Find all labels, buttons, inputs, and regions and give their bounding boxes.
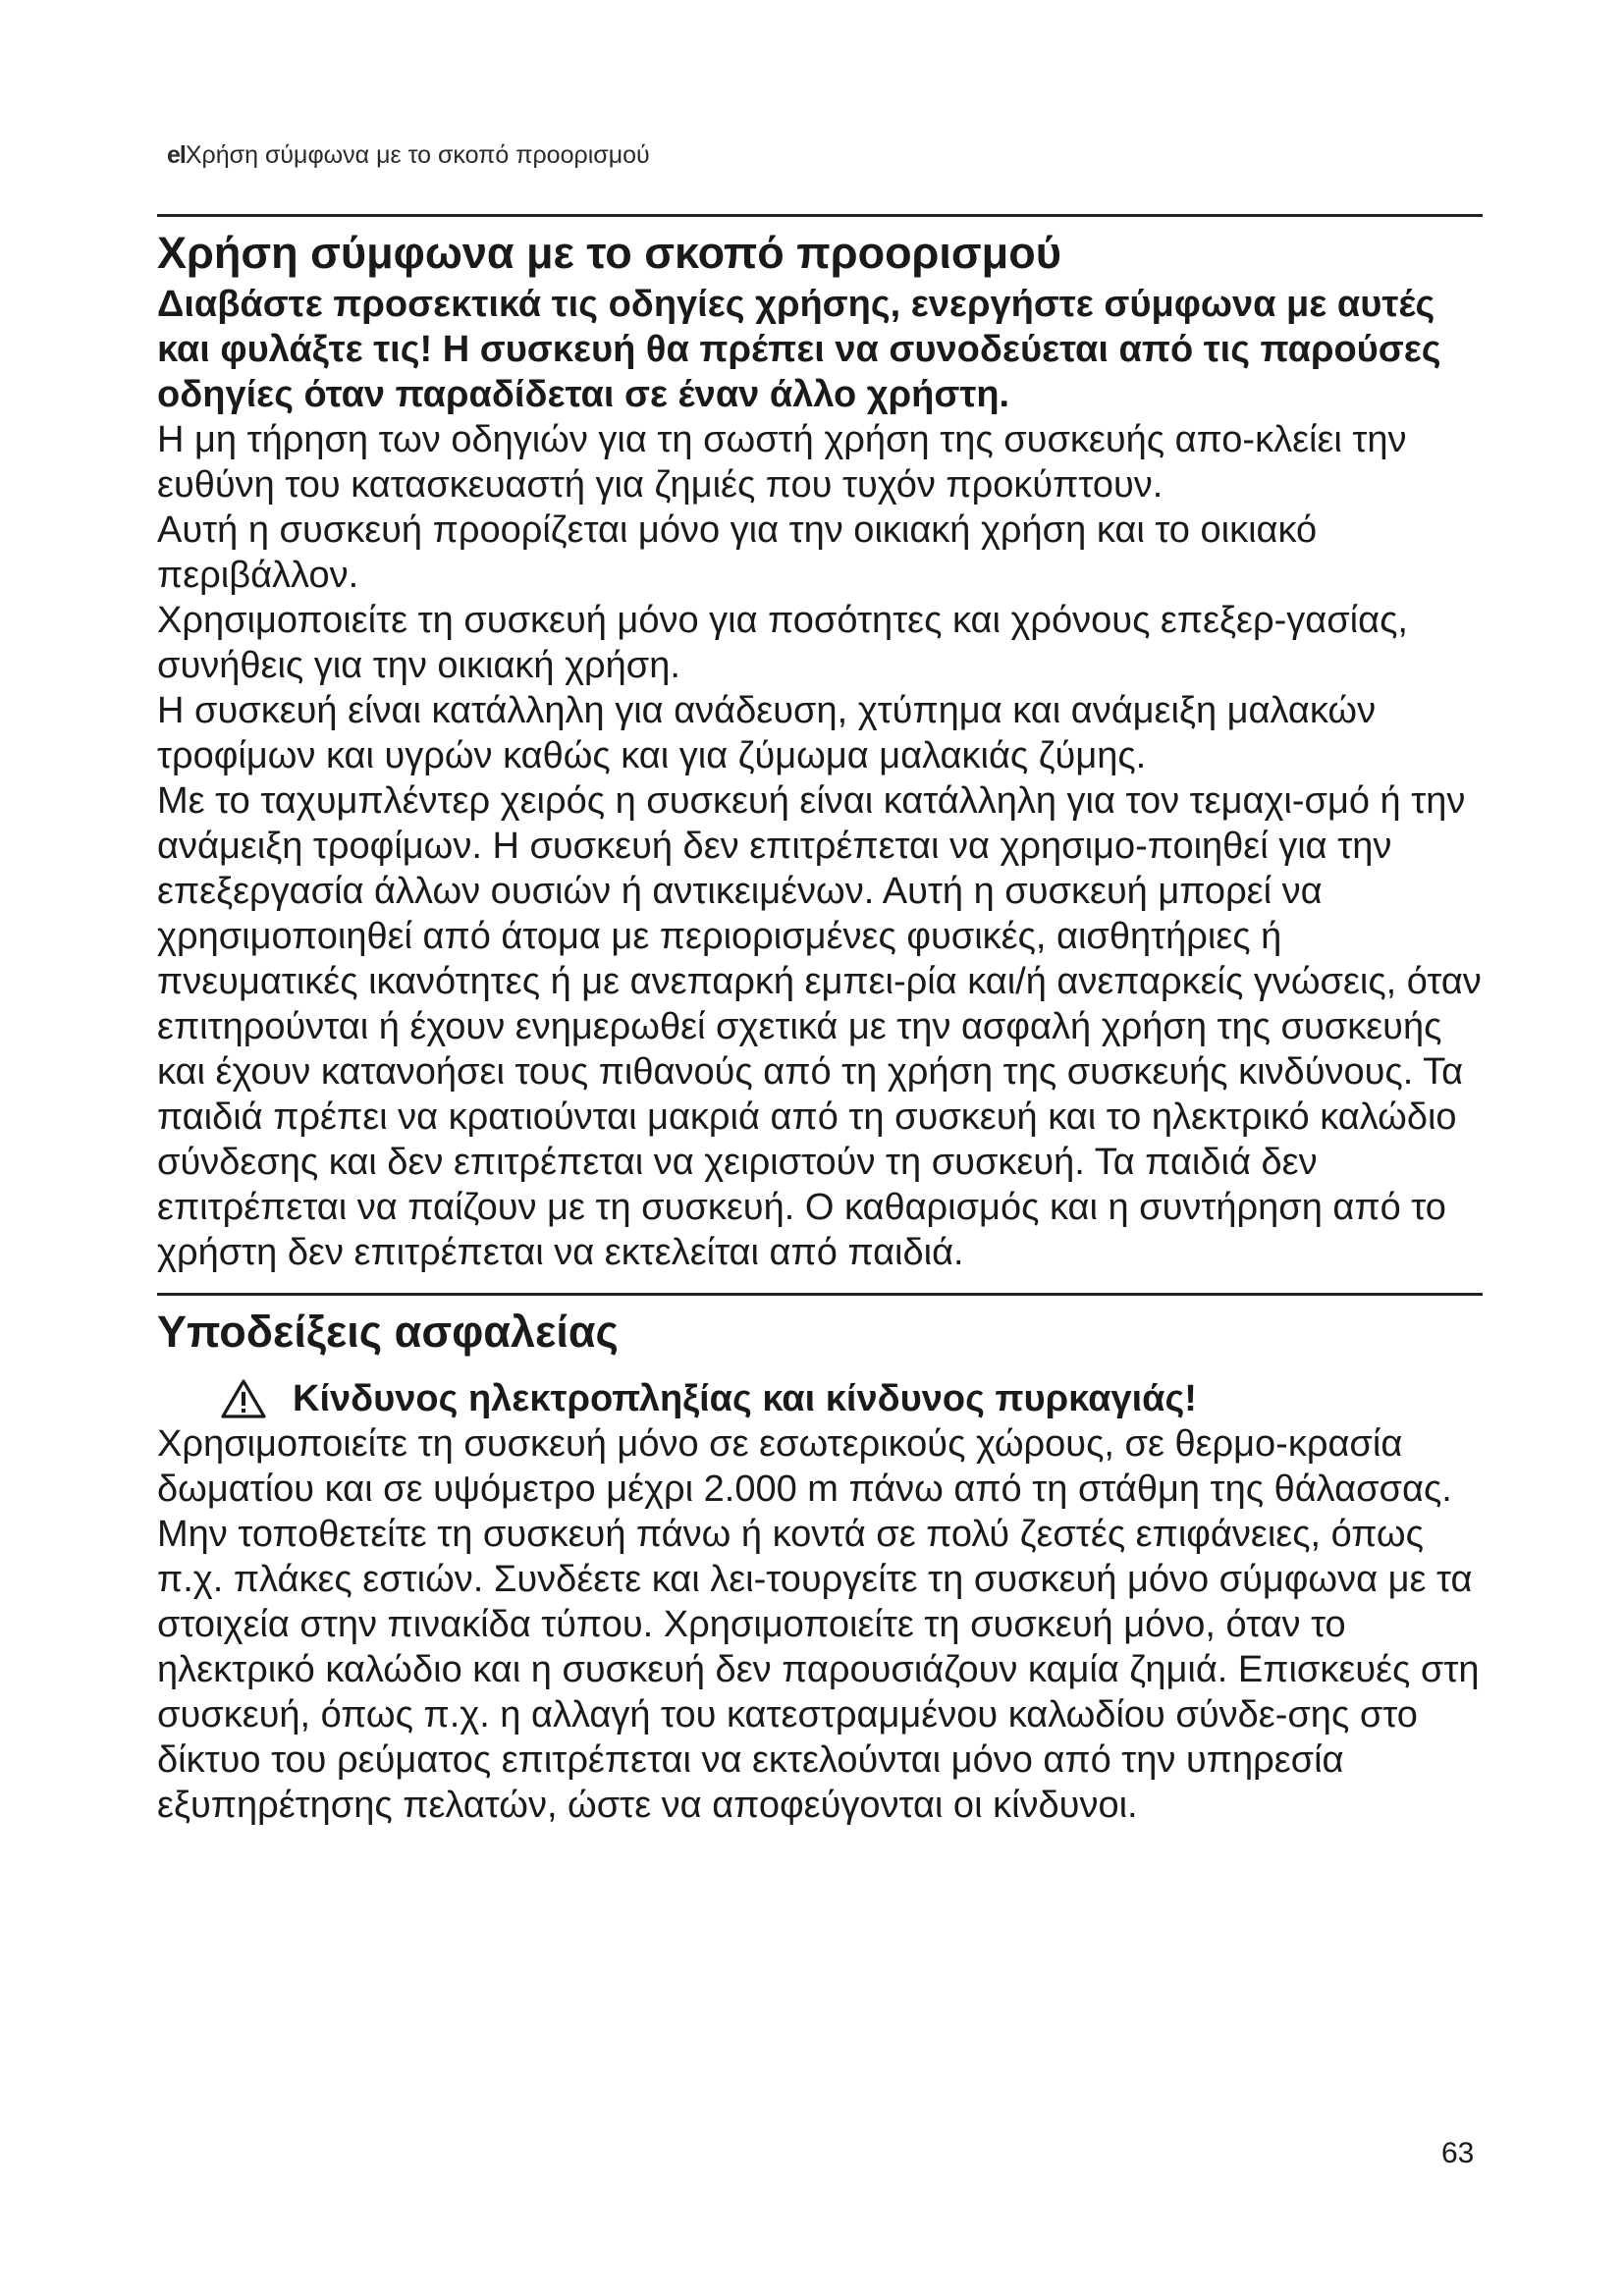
safety-title: Υποδείξεις ασφαλείας — [157, 1307, 619, 1357]
section-divider — [157, 1293, 1483, 1296]
intended-use-paragraph-5: Με το ταχυμπλέντερ χειρός η συσκευή είναι κατάλληλη για τον τεμαχι-σμό ή την ανάμειξη τροφίμων. Η συσκευή δεν επιτρέπεται να χρησιμο-ποιηθεί για την επεξεργασία άλλων ουσιών ή αντικειμένων. Αυτή η συσκευή μπορεί να χρησιμοποιηθεί από άτομα με περιορισμένες φυσικές, αισθητήριες ή πνευματικές ικανότητες ή με ανεπαρκή εμπει-ρία και/ή ανεπαρκείς γνώσεις, όταν επιτηρούνται ή έχουν ενημερωθεί σχετικά με την ασφαλή χρήση της συσκευής και έχουν κατανοήσει τους πιθανούς από τη χρήση της συσκευής κινδύνους. Τα παιδιά πρέπει να κρατιούνται μακριά από τη συσκευή και το ηλεκτρικό καλώδιο σύνδεσης και δεν επιτρέπεται να χειριστούν τη συσκευή. Τα παιδιά δεν επιτρέπεται να παίζουν με τη συσκευή. Ο καθαρισμός και η συντήρηση από το χρήστη δεν επιτρέπεται να εκτελείται από παιδιά. — [157, 780, 1482, 1273]
intended-use-lead: Διαβάστε προσεκτικά τις οδηγίες χρήσης, ενεργήστε σύμφωνα με αυτές και φυλάξτε τις! Η συσκευή θα πρέπει να συνοδεύεται από τις παρούσες οδηγίες όταν παραδίδεται σε έναν άλλο χρήστη. — [157, 284, 1441, 415]
page-number: 63 — [1441, 2137, 1475, 2169]
warning-heading — [157, 1376, 1483, 1421]
section-divider — [157, 214, 1483, 217]
running-header — [167, 140, 650, 170]
intended-use-paragraph-3: Χρησιμοποιείτε τη συσκευή μόνο για ποσότητες και χρόνους επεξερ-γασίας, συνήθεις για την οικιακή χρήση. — [157, 600, 1408, 686]
language-code: el — [167, 141, 186, 169]
running-title: Χρήση σύμφωνα με το σκοπό προορισμού — [185, 141, 650, 169]
page-content — [157, 214, 1483, 1828]
intended-use-title: Χρήση σύμφωνα με το σκοπό προορισμού — [157, 228, 1061, 278]
warning-title: Κίνδυνος ηλεκτροπληξίας και κίνδυνος πυρκαγιάς! — [293, 1378, 1197, 1419]
intended-use-paragraph-1: Η μη τήρηση των οδηγιών για τη σωστή χρήση της συσκευής απο-κλείει την ευθύνη του κατασκευαστή για ζημιές που τυχόν προκύπτουν. — [157, 419, 1407, 506]
safety-paragraph: Χρησιμοποιείτε τη συσκευή μόνο σε εσωτερικούς χώρους, σε θερμο-κρασία δωματίου και σε υψόμετρο μέχρι 2.000 m πάνω από τη στάθμη της θάλασσας. Μην τοποθετείτε τη συσκευή πάνω ή κοντά σε πολύ ζεστές επιφάνειες, όπως π.χ. πλάκες εστιών. Συνδέετε και λει-τουργείτε τη συσκευή μόνο σύμφωνα με τα στοιχεία στην πινακίδα τύπου. Χρησιμοποιείτε τη συσκευή μόνο, όταν το ηλεκτρικό καλώδιο και η συσκευή δεν παρουσιάζουν καμία ζημιά. Επισκευές στη συσκευή, όπως π.χ. η αλλαγή του κατεστραμμένου καλωδίου σύνδε-σης στο δίκτυο του ρεύματος επιτρέπεται να εκτελούνται μόνο από την υπηρεσία εξυπηρέτησης πελατών, ώστε να αποφεύγονται οι κίνδυνοι. — [157, 1423, 1480, 1826]
intended-use-paragraph-2: Αυτή η συσκευή προορίζεται μόνο για την οικιακή χρήση και το οικιακό περιβάλλον. — [157, 509, 1318, 596]
warning-triangle-icon — [220, 1378, 267, 1419]
intended-use-paragraph-4: Η συσκευή είναι κατάλληλη για ανάδευση, χτύπημα και ανάμειξη μαλακών τροφίμων και υγρών καθώς και για ζύμωμα μαλακιάς ζύμης. — [157, 690, 1377, 776]
